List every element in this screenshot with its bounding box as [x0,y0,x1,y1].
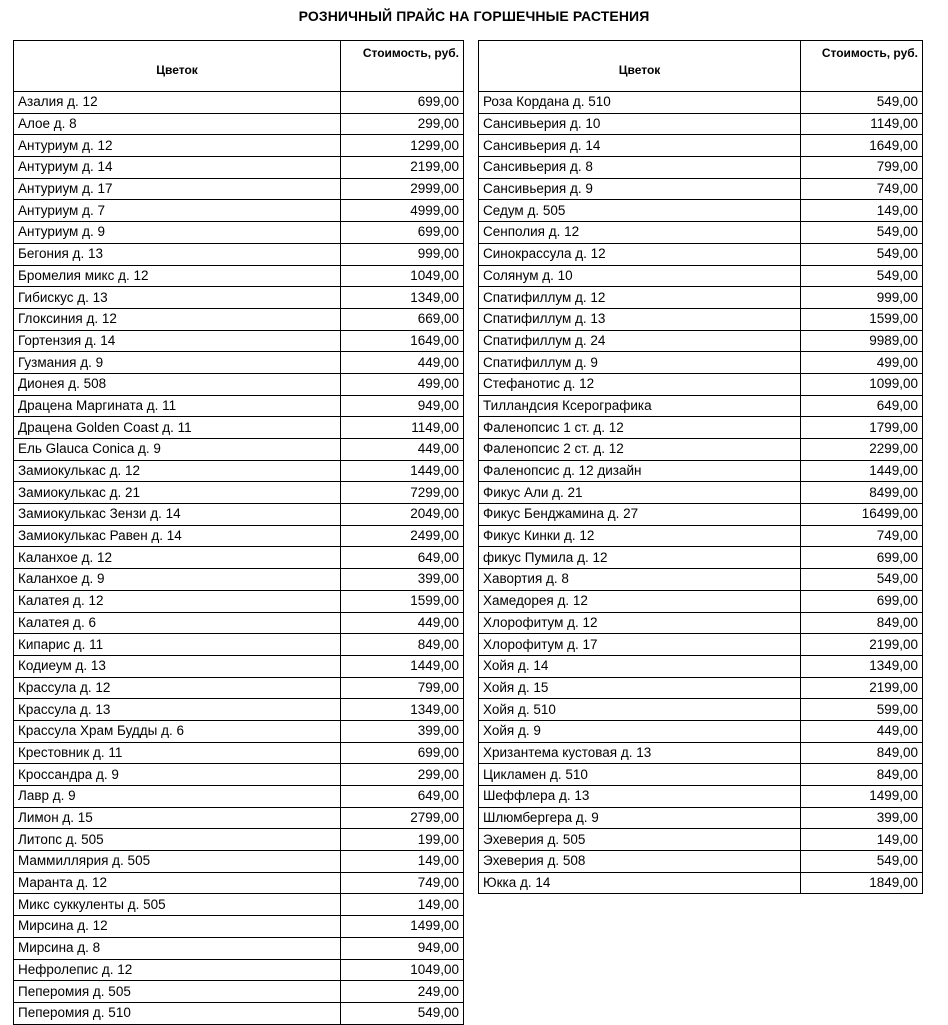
flower-name-cell: Сансивьерия д. 8 [479,157,801,179]
price-cell: 399,00 [801,807,923,829]
price-cell: 1499,00 [341,916,464,938]
page-title: РОЗНИЧНЫЙ ПРАЙС НА ГОРШЕЧНЫЕ РАСТЕНИЯ [298,8,650,24]
flower-name-cell: Калатея д. 6 [14,612,341,634]
flower-name-cell: Дионея д. 508 [14,373,341,395]
flower-name-cell: Фикус Кинки д. 12 [479,525,801,547]
table-row [479,439,923,461]
table-row [14,937,464,959]
flower-name-cell: Гортензия д. 14 [14,330,341,352]
table-row [14,612,464,634]
table-row [14,699,464,721]
flower-name-cell: Спатифиллум д. 24 [479,330,801,352]
flower-name-cell: Антуриум д. 12 [14,135,341,157]
price-cell: 749,00 [801,178,923,200]
flower-name-cell: Крестовник д. 11 [14,742,341,764]
price-cell: 749,00 [341,872,464,894]
flower-name-cell: фикус Пумила д. 12 [479,547,801,569]
flower-name-cell: Фаленопсис 2 ст. д. 12 [479,439,801,461]
price-cell: 1449,00 [341,460,464,482]
price-cell: 149,00 [801,200,923,222]
flower-name-cell: Пеперомия д. 505 [14,981,341,1003]
table-row [14,981,464,1003]
flower-name-cell: Бегония д. 13 [14,243,341,265]
table-header-row [14,41,464,92]
table-row [14,1002,464,1024]
price-cell: 249,00 [341,981,464,1003]
table-row [14,113,464,135]
flower-name-cell: Крассула д. 13 [14,699,341,721]
table-row [14,547,464,569]
table-row [14,417,464,439]
price-cell: 1849,00 [801,872,923,894]
price-cell: 449,00 [801,720,923,742]
price-cell: 199,00 [341,829,464,851]
table-row [14,460,464,482]
flower-name-cell: Сансивьерия д. 14 [479,135,801,157]
flower-name-cell: Замиокулькас д. 21 [14,482,341,504]
table-row [479,504,923,526]
table-row [14,330,464,352]
table-row [479,113,923,135]
table-row [14,872,464,894]
flower-name-cell: Хлорофитум д. 12 [479,612,801,634]
flower-name-cell: Крассула Храм Будды д. 6 [14,720,341,742]
table-row [14,482,464,504]
flower-name-cell: Эхеверия д. 508 [479,851,801,873]
price-cell: 699,00 [341,92,464,114]
table-row [479,677,923,699]
price-cell: 999,00 [801,287,923,309]
flower-name-cell: Замиокулькас д. 12 [14,460,341,482]
price-cell: 1349,00 [341,699,464,721]
table-header-row [479,41,923,92]
price-cell: 2499,00 [341,525,464,547]
flower-name-cell: Хавортия д. 8 [479,569,801,591]
price-cell: 949,00 [341,395,464,417]
flower-name-cell: Сансивьерия д. 10 [479,113,801,135]
price-cell: 449,00 [341,612,464,634]
price-cell: 8499,00 [801,482,923,504]
flower-name-cell: Маммиллярия д. 505 [14,851,341,873]
table-row [479,547,923,569]
table-row [479,699,923,721]
price-cell: 299,00 [341,113,464,135]
price-cell: 599,00 [801,699,923,721]
flower-name-cell: Антуриум д. 14 [14,157,341,179]
flower-name-cell: Каланхое д. 12 [14,547,341,569]
price-cell: 149,00 [801,829,923,851]
flower-name-cell: Замиокулькас Зензи д. 14 [14,504,341,526]
flower-name-cell: Калатея д. 12 [14,590,341,612]
table-row [14,439,464,461]
price-cell: 1599,00 [801,308,923,330]
table-row [14,373,464,395]
flower-name-cell: Кроссандра д. 9 [14,764,341,786]
flower-name-cell: Замиокулькас Равен д. 14 [14,525,341,547]
price-cell: 1049,00 [341,265,464,287]
table-row [14,308,464,330]
price-cell: 4999,00 [341,200,464,222]
table-row [14,504,464,526]
column-header-flower: Цветок [14,41,341,92]
price-cell: 549,00 [341,1002,464,1024]
column-header-price: Стоимость, руб. [801,41,923,92]
price-cell: 849,00 [801,612,923,634]
table-row [479,634,923,656]
flower-name-cell: Мирсина д. 12 [14,916,341,938]
table-row [479,157,923,179]
table-row [479,569,923,591]
price-cell: 149,00 [341,851,464,873]
flower-name-cell: Кодиеум д. 13 [14,655,341,677]
table-row [479,482,923,504]
flower-name-cell: Спатифиллум д. 13 [479,308,801,330]
price-cell: 699,00 [801,590,923,612]
table-row [479,287,923,309]
table-row [479,786,923,808]
price-cell: 549,00 [801,851,923,873]
table-row [479,851,923,873]
table-row [479,222,923,244]
flower-name-cell: Алое д. 8 [14,113,341,135]
flower-name-cell: Глоксиния д. 12 [14,308,341,330]
flower-name-cell: Лимон д. 15 [14,807,341,829]
price-cell: 449,00 [341,439,464,461]
table-row [479,612,923,634]
price-cell: 549,00 [801,92,923,114]
table-row [479,92,923,114]
table-row [14,764,464,786]
table-row [479,829,923,851]
flower-name-cell: Антуриум д. 9 [14,222,341,244]
flower-name-cell: Литопс д. 505 [14,829,341,851]
price-cell: 1149,00 [341,417,464,439]
price-cell: 849,00 [801,742,923,764]
table-row [14,135,464,157]
flower-name-cell: Хойя д. 15 [479,677,801,699]
flower-name-cell: Седум д. 505 [479,200,801,222]
price-cell: 649,00 [801,395,923,417]
price-cell: 2999,00 [341,178,464,200]
table-row [14,916,464,938]
price-cell: 1099,00 [801,373,923,395]
table-row [14,590,464,612]
flower-name-cell: Антуриум д. 7 [14,200,341,222]
price-cell: 399,00 [341,569,464,591]
flower-name-cell: Фаленопсис д. 12 дизайн [479,460,801,482]
table-row [14,959,464,981]
flower-name-cell: Спатифиллум д. 9 [479,352,801,374]
price-cell: 849,00 [341,634,464,656]
flower-name-cell: Цикламен д. 510 [479,764,801,786]
table-row [14,786,464,808]
flower-name-cell: Тилландсия Ксерографика [479,395,801,417]
flower-name-cell: Кипарис д. 11 [14,634,341,656]
flower-name-cell: Хойя д. 9 [479,720,801,742]
price-cell: 499,00 [341,373,464,395]
price-cell: 1499,00 [801,786,923,808]
table-row [14,829,464,851]
table-row [14,634,464,656]
table-row [14,525,464,547]
table-row [14,655,464,677]
price-cell: 2199,00 [801,677,923,699]
price-cell: 16499,00 [801,504,923,526]
flower-name-cell: Роза Кордана д. 510 [479,92,801,114]
table-row [14,243,464,265]
table-row [479,200,923,222]
price-cell: 1349,00 [341,287,464,309]
flower-name-cell: Гибискус д. 13 [14,287,341,309]
price-cell: 799,00 [801,157,923,179]
flower-name-cell: Нефролепис д. 12 [14,959,341,981]
price-cell: 1049,00 [341,959,464,981]
flower-name-cell: Солянум д. 10 [479,265,801,287]
price-table-left [13,40,464,1025]
flower-name-cell: Сансивьерия д. 9 [479,178,801,200]
price-cell: 1649,00 [341,330,464,352]
price-cell: 2199,00 [801,634,923,656]
flower-name-cell: Бромелия микс д. 12 [14,265,341,287]
price-cell: 549,00 [801,243,923,265]
price-cell: 699,00 [801,547,923,569]
price-cell: 669,00 [341,308,464,330]
table-row [479,373,923,395]
table-row [479,460,923,482]
flower-name-cell: Хойя д. 510 [479,699,801,721]
column-header-price: Стоимость, руб. [341,41,464,92]
flower-name-cell: Крассула д. 12 [14,677,341,699]
price-cell: 699,00 [341,742,464,764]
price-cell: 1349,00 [801,655,923,677]
flower-name-cell: Каланхое д. 9 [14,569,341,591]
table-row [479,742,923,764]
price-cell: 1449,00 [801,460,923,482]
price-cell: 7299,00 [341,482,464,504]
price-cell: 9989,00 [801,330,923,352]
table-row [479,243,923,265]
table-row [14,851,464,873]
table-row [479,308,923,330]
price-cell: 2799,00 [341,807,464,829]
flower-name-cell: Мирсина д. 8 [14,937,341,959]
flower-name-cell: Хойя д. 14 [479,655,801,677]
price-cell: 849,00 [801,764,923,786]
table-row [479,265,923,287]
price-cell: 999,00 [341,243,464,265]
table-row [479,807,923,829]
table-row [14,222,464,244]
flower-name-cell: Спатифиллум д. 12 [479,287,801,309]
flower-name-cell: Микс суккуленты д. 505 [14,894,341,916]
flower-name-cell: Маранта д. 12 [14,872,341,894]
price-cell: 499,00 [801,352,923,374]
flower-name-cell: Лавр д. 9 [14,786,341,808]
table-row [479,872,923,894]
price-cell: 749,00 [801,525,923,547]
flower-name-cell: Антуриум д. 17 [14,178,341,200]
table-row [14,92,464,114]
table-row [479,417,923,439]
table-row [14,742,464,764]
table-row [479,590,923,612]
flower-name-cell: Шеффлера д. 13 [479,786,801,808]
flower-name-cell: Хамедорея д. 12 [479,590,801,612]
table-row [14,677,464,699]
table-row [479,655,923,677]
table-row [14,569,464,591]
price-cell: 1449,00 [341,655,464,677]
price-cell: 549,00 [801,265,923,287]
table-row [14,807,464,829]
flower-name-cell: Гузмания д. 9 [14,352,341,374]
flower-name-cell: Синокрассула д. 12 [479,243,801,265]
flower-name-cell: Азалия д. 12 [14,92,341,114]
price-cell: 1149,00 [801,113,923,135]
table-row [479,720,923,742]
flower-name-cell: Ель Glauca Conica д. 9 [14,439,341,461]
price-cell: 549,00 [801,222,923,244]
flower-name-cell: Фикус Бенджамина д. 27 [479,504,801,526]
table-row [14,395,464,417]
price-cell: 1599,00 [341,590,464,612]
table-row [14,287,464,309]
table-row [14,200,464,222]
price-cell: 2049,00 [341,504,464,526]
price-cell: 449,00 [341,352,464,374]
price-cell: 649,00 [341,786,464,808]
table-row [479,135,923,157]
price-cell: 649,00 [341,547,464,569]
table-row [14,178,464,200]
table-row [479,330,923,352]
table-row [479,352,923,374]
price-cell: 1299,00 [341,135,464,157]
price-cell: 1649,00 [801,135,923,157]
price-cell: 949,00 [341,937,464,959]
table-row [14,894,464,916]
price-cell: 699,00 [341,222,464,244]
price-cell: 149,00 [341,894,464,916]
price-table-right [478,40,923,894]
table-row [479,178,923,200]
price-cell: 2199,00 [341,157,464,179]
price-cell: 1799,00 [801,417,923,439]
flower-name-cell: Юкка д. 14 [479,872,801,894]
table-row [14,352,464,374]
table-row [14,157,464,179]
table-row [479,395,923,417]
table-row [479,764,923,786]
table-row [14,720,464,742]
table-row [479,525,923,547]
flower-name-cell: Стефанотис д. 12 [479,373,801,395]
price-cell: 299,00 [341,764,464,786]
flower-name-cell: Сенполия д. 12 [479,222,801,244]
flower-name-cell: Драцена Маргината д. 11 [14,395,341,417]
column-header-flower: Цветок [479,41,801,92]
price-cell: 549,00 [801,569,923,591]
flower-name-cell: Фикус Али д. 21 [479,482,801,504]
flower-name-cell: Хризантема кустовая д. 13 [479,742,801,764]
price-cell: 2299,00 [801,439,923,461]
price-cell: 799,00 [341,677,464,699]
price-cell: 399,00 [341,720,464,742]
flower-name-cell: Пеперомия д. 510 [14,1002,341,1024]
table-row [14,265,464,287]
flower-name-cell: Шлюмбергера д. 9 [479,807,801,829]
flower-name-cell: Фаленопсис 1 ст. д. 12 [479,417,801,439]
flower-name-cell: Хлорофитум д. 17 [479,634,801,656]
flower-name-cell: Драцена Golden Coast д. 11 [14,417,341,439]
flower-name-cell: Эхеверия д. 505 [479,829,801,851]
